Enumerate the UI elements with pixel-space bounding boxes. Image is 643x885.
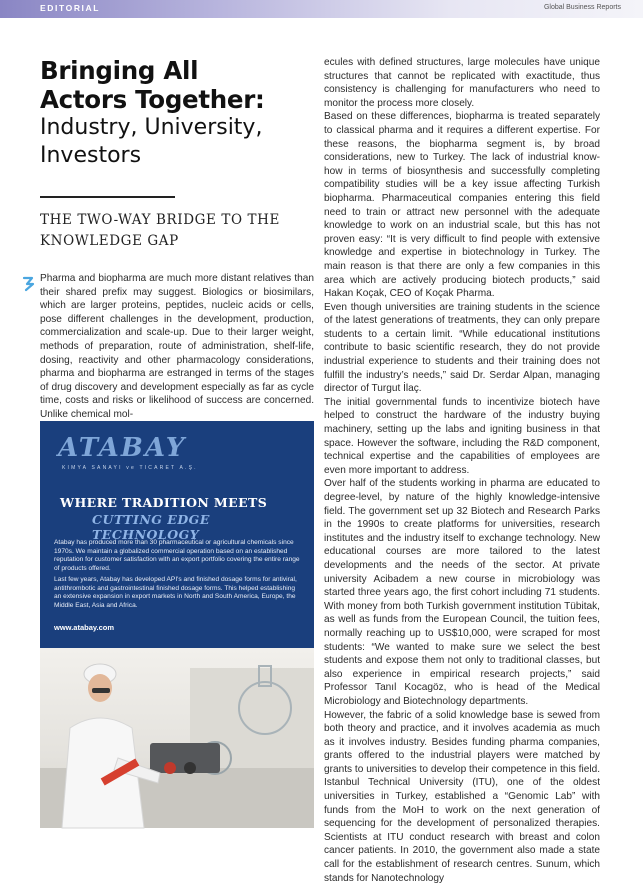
title-line-4: Investors [40,142,314,170]
left-column [40,56,314,252]
right-paragraph-6: However, the fabric of a solid knowledge base is sewed from both theory and practice, and it involves academia as much as it involves industry. Besides funding pharma companies, grants offered to the industrial players were matched by grants to universities to develop their competence in this field. Istanbul Technical University (ITU), one of the oldest universities in Turkey, established a “Genomic Lab” with funds from the MoH to work on the next generation of sequencing for the development of personalized therapies. Scientists at ITU conduct research with breast and colon cancer patients. In 2010, the government also made a state call for the establishment of research centres. Sunum, which stands for Nanotechnology [324,709,600,885]
article-subtitle [40,210,314,252]
atabay-advertisement[interactable] [40,421,314,828]
publication-name: Global Business Reports [544,4,621,11]
right-column [324,56,600,885]
header-bar [0,0,643,18]
chevron-mark-icon [22,276,36,297]
section-label: EDITORIAL [40,3,100,13]
subtitle-line-1: THE TWO-WAY BRIDGE TO THE [40,210,314,231]
intro-paragraph [40,272,314,422]
ad-website-link[interactable]: www.atabay.com [54,623,114,632]
right-paragraph-4: The initial governmental funds to incentivize biotech have helped to construct the hardware of the industry buying machinery, setting up the labs and igniting business in that space. However the software, including the R&D component, technical expertise and the capabilities of employees are even more important to address. [324,396,600,478]
ad-paragraph-1: Atabay has produced more than 30 pharmaceutical or agricultural chemicals since 1970s. We maintain a globalized commercial operation based on an established reputation for customer satisfaction with an export portfolio covering the entire range of products offered. [54,539,302,573]
ad-logo-subtitle: KIMYA SANAYI ve TICARET A.Ş. [62,465,198,471]
ad-lab-photo [40,648,314,828]
title-divider [40,196,175,198]
title-line-1: Bringing All [40,56,314,85]
ad-tagline-1: WHERE TRADITION MEETS [60,495,267,510]
right-paragraph-1: ecules with defined structures, large molecules have unique structures that cannot be replicated with exactitude, thus consistency is challenging for manufacturers who need to monitor the process more closely. [324,56,600,110]
title-line-2: Actors Together: [40,85,314,114]
right-paragraph-5: Over half of the students working in pharma are educated to degree-level, by nature of the highly knowledge-intensive field. The government set up 32 Biotech and Research Parks in the 1990s to create platforms for universities, research institutes and the industry itself to exchange technology. New educational courses are more tailored to the latest developments and the needs of the sector. At private university Acibadem a new course in microbiology was started three years ago, the first cohort including 71 students. With money from both Turkish government institution Tübitak, as well as funds from the European Council, the tuition fees, normally reaching up to US$10,000, were scraped for most students: “We wanted to make sure we select the best students and expose them not only to traditional classes, but also experience in empirical research projects,” said Professor Tanıl Kocagöz, who is head of the Medical Microbiology and Biotechnology departments. [324,477,600,708]
ad-paragraph-2: Last few years, Atabay has developed API's and finished dosage forms for antiviral, antithrombotic and gastrointestinal finished dosage forms. This helped establishing an extensive expansion in export markets in North and South America, Europe, the Middle East, Asia and Africa. [54,576,302,610]
subtitle-line-2: KNOWLEDGE GAP [40,231,314,252]
right-paragraph-2: Based on these differences, biopharma is treated separately to classical pharma and it requires a different expertise. For these reasons, the biopharma segment is, by broad considerations, new to Turkey. The lack of industrial know-how in terms of biosynthesis and successfully completing compatibility studies will be a key issue affecting Turkish biopharma. Pharmaceutical companies entering this field need to train or attract new personnel with the adequate knowledge to work on an industrial scale, but this has not proven easy: “It is very difficult to find people with extensive knowledge and expertise in biotechnology in Turkey. The main reason is that there are only a few companies in this area which are actively producing biotech products,” said Hakan Koçak, CEO of Koçak Pharma. [324,110,600,300]
intro-text: Pharma and biopharma are much more distant relatives than their shared prefix may suggest. Biologics or biosimilars, which are larger proteins, peptides, nucleic acids or cells, pose different challenges in the development, production, commercialization and scale-up. Due to their larger weight, methods of preparation, route of administration, shelf-life, dosing, reactivity and other pharmacology considerations, pharma and biopharma are estranged in terms of the stages of drug discovery and development especially as far as cycle time, costs and risks or likelihood of success are concerned. Unlike chemical mol- [40,272,314,422]
right-paragraph-3: Even though universities are training students in the science of the latest generations of treatments, they can only prepare students to a certain limit. “While educational institutions contribute to basic scientific research, they do not provide industrial experience to students and their training does not fulfill the industry’s needs,” said Dr. Serdar Alpan, managing director of Turgut İlaç. [324,301,600,396]
ad-logo: ATABAY [58,433,186,463]
title-line-3: Industry, University, [40,114,314,142]
article-title [40,56,314,170]
ad-tagline-2: CUTTING EDGE TECHNOLOGY [92,512,314,542]
